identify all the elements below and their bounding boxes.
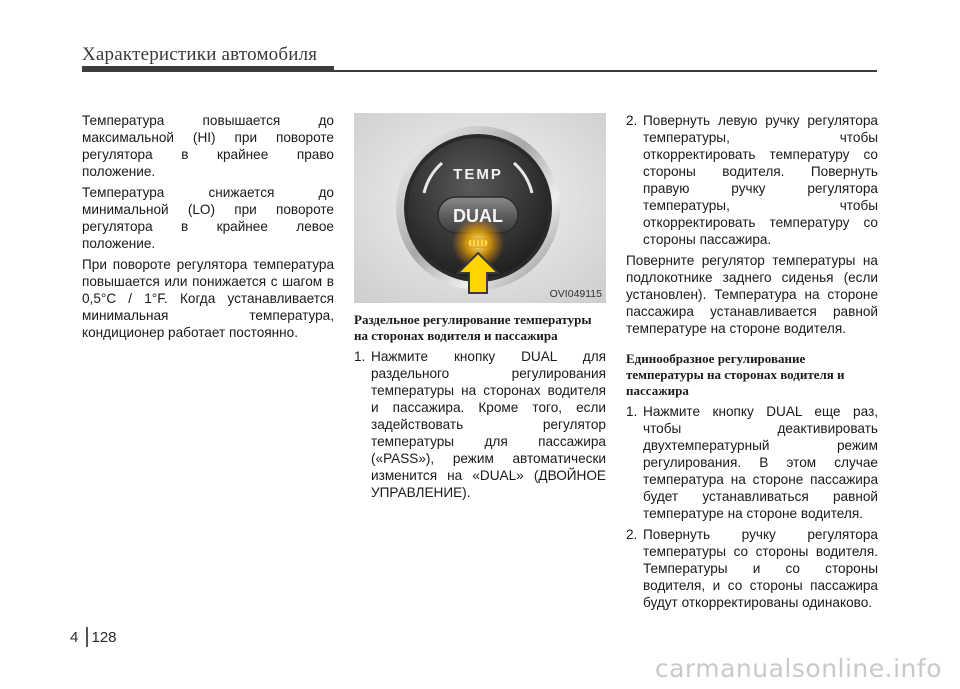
list-item — [626, 112, 878, 248]
page-number-value: 128 — [91, 628, 117, 646]
list-item-number: 2. — [626, 527, 638, 542]
list-item-text: Повернуть ручку регулятора температуры со стороны водителя. Температуры и со стороны водителя, и со стороны пассажира будут откорректированы одинаково. — [643, 527, 878, 610]
figure-code: OVI049115 — [549, 288, 602, 300]
header-rule-thin — [334, 70, 877, 72]
list-item-text: Повернуть левую ручку регулятора температуры, чтобы откорректировать температуру со стороны водителя. Повернуть правую ручку регулятора температуры, чтобы откорректировать температуру со стороны пассажира. — [643, 113, 878, 247]
indicator-lamp — [468, 239, 488, 247]
list-item-text: Нажмите кнопку DUAL для раздельного регулирования температуры на сторонах водителя и пассажира. Кроме того, если задействовать регулятор температуры для пассажира («PASS»), режим автоматически изменится на «DUAL» (ДВОЙНОЕ УПРАВЛЕНИЕ). — [371, 349, 606, 500]
paragraph: Температура снижается до минимальной (LO) при повороте регулятора в крайнее левое положение. — [82, 185, 334, 251]
list-item-number: 2. — [626, 113, 638, 128]
middle-column — [354, 312, 606, 505]
section-heading: Единообразное регулирование температуры на сторонах водителя и пассажира — [626, 351, 845, 398]
list-item — [626, 403, 878, 522]
list-item-number: 1. — [354, 349, 366, 364]
paragraph: При повороте регулятора температура повышается или понижается с шагом в 0,5°C / 1°F. Когда устанавливается минимальная температура, кондиционер работает постоянно. — [82, 257, 334, 340]
section-title: Характеристики автомобиля — [82, 44, 318, 65]
paragraph: Поверните регулятор температуры на подлокотнике заднего сиденья (если установлен). Температура на стороне пассажира устанавливается равной температуре на стороне водителя. — [626, 253, 878, 336]
temp-knob-illustration — [354, 113, 606, 303]
header-rule-thick — [82, 66, 334, 72]
section-heading: Раздельное регулирование температуры на сторонах водителя и пассажира — [354, 312, 592, 343]
chapter-number: 4 — [70, 628, 79, 646]
watermark: carmanualsonline.info — [654, 654, 942, 683]
page-number-divider — [86, 627, 88, 647]
right-column — [626, 112, 878, 615]
paragraph: Температура повышается до максимальной (HI) при повороте регулятора в крайнее право положение. — [82, 113, 334, 179]
list-item — [626, 526, 878, 611]
list-item-number: 1. — [626, 404, 638, 419]
dual-button-figure — [354, 113, 606, 303]
dual-button-label: DUAL — [453, 206, 503, 226]
list-item — [354, 348, 606, 501]
page-number — [70, 627, 117, 647]
knob-temp-label: TEMP — [453, 166, 503, 183]
list-item-text: Нажмите кнопку DUAL еще раз, чтобы деактивировать двухтемпературный режим регулирования. В этом случае температура на стороне пассажира будет устанавливаться равной температуре на стороне водителя. — [643, 404, 878, 521]
left-column — [82, 112, 334, 345]
